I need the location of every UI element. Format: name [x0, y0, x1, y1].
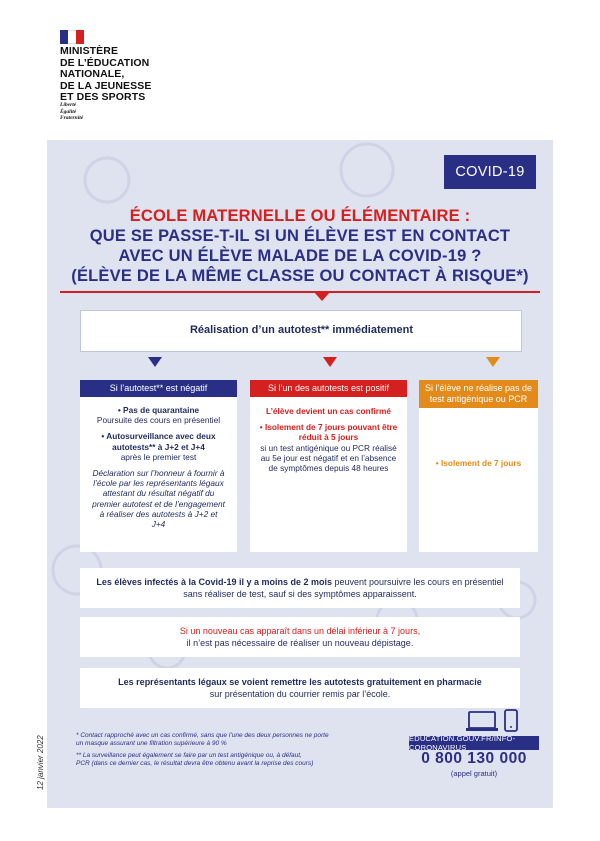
- motto-line: Fraternité: [60, 115, 84, 121]
- motto-line: Égalité: [60, 108, 77, 115]
- item-bold: • Isolement de 7 jours: [435, 458, 522, 468]
- info-bold: Les élèves infectés à la Covid-19 il y a moins de 2 mois: [96, 577, 332, 587]
- item-text: si un test antigénique ou PCR réalisé au 5e jour est négatif et en l’absence de symptômes depuis 48 heures: [260, 442, 397, 474]
- arrow-down-icon: [323, 357, 337, 367]
- column-header: Si l’élève ne réalise pas de test antigénique ou PCR: [419, 380, 538, 408]
- item-text: après le premier test: [120, 451, 197, 462]
- footnote-line: ** La surveillance peut également se faire par un test antigénique ou, à défaut,: [76, 752, 302, 759]
- column-positive-body: [258, 406, 399, 473]
- info-url[interactable]: EDUCATION.GOUV.FR/INFO-CORONAVIRUS: [409, 736, 539, 750]
- lead-text: L’élève devient un cas confirmé: [266, 406, 391, 416]
- info-box-infected: [80, 568, 520, 608]
- column-negative-body: [92, 405, 225, 529]
- motto-line: Liberté: [60, 102, 77, 108]
- item-bold: • Isolement de 7 jours pouvant être réduit à 5 jours: [259, 422, 398, 443]
- info-text: il n’est pas nécessaire de réaliser un nouveau dépistage.: [186, 638, 414, 648]
- ministry-line: MINISTÈRE: [60, 45, 119, 57]
- covid-badge: COVID-19: [444, 155, 536, 189]
- page-title: [60, 206, 540, 286]
- title-line-3: AVEC UN ÉLÈVE MALADE DE LA COVID-19 ?: [118, 247, 482, 265]
- info-text: peuvent poursuivre les cours en présentiel: [332, 577, 504, 587]
- ministry-line: DE L’ÉDUCATION: [60, 56, 150, 69]
- footnote-line: PCR (dans ce dernier cas, le résultat devra être obtenu avant la reprise des cours): [76, 760, 314, 767]
- item-bold: • Pas de quarantaine: [117, 405, 200, 415]
- ministry-name: [60, 46, 151, 104]
- divider-line: [60, 291, 540, 293]
- info-text: sans réaliser de test, sauf si des symptômes apparaissent.: [183, 589, 417, 599]
- footnote-line: un masque assurant une filtration supérieure à 90 %: [76, 740, 227, 747]
- item-bold: • Autosurveillance avec deux autotests** à J+2 et J+4: [101, 431, 216, 452]
- footnote-line: * Contact rapproché avec un cas confirmé, sans que l’une des deux personnes ne porte: [76, 732, 329, 739]
- title-line-1: ÉCOLE MATERNELLE OU ÉLÉMENTAIRE :: [129, 207, 471, 225]
- declaration-note: Déclaration sur l’honneur à fournir à l’école par les représentants légaux attestant du résultat négatif du premier autotest et de l’engagement à réaliser des autotests à J+2 et J+4: [92, 468, 225, 530]
- republic-motto: [60, 102, 83, 122]
- info-text: sur présentation du courrier remis par l’école.: [209, 689, 391, 699]
- republique-logo: [60, 30, 84, 44]
- title-line-4: (ÉLÈVE DE LA MÊME CLASSE OU CONTACT À RISQUE*): [71, 267, 529, 285]
- info-red: Si un nouveau cas apparaît dans un délai inférieur à 7 jours,: [179, 626, 421, 636]
- info-box-new-case: [80, 617, 520, 657]
- phone-note: (appel gratuit): [450, 769, 498, 778]
- ministry-line: NATIONALE,: [60, 68, 125, 80]
- publication-date: 12 janvier 2022: [36, 735, 45, 790]
- arrow-down-icon: [148, 357, 162, 367]
- info-bold: Les représentants légaux se voient remettre les autotests gratuitement en pharmacie: [118, 677, 482, 687]
- title-line-2: [60, 226, 540, 246]
- title-line-2b: UN ÉLÈVE EST EN CONTACT: [274, 227, 511, 245]
- column-no-test-body: [419, 458, 538, 468]
- ministry-line: DE LA JEUNESSE: [60, 79, 152, 92]
- divider-arrow-icon: [314, 292, 330, 301]
- phone-number: 0 800 130 000: [421, 750, 527, 767]
- ministry-line: ET DES SPORTS: [60, 91, 146, 103]
- footnotes: [76, 732, 396, 768]
- item-text: Poursuite des cours en présentiel: [96, 415, 221, 426]
- info-box-pharmacy: [80, 668, 520, 708]
- arrow-down-icon: [486, 357, 500, 367]
- title-line-2a: QUE SE PASSE-T-IL SI: [89, 227, 275, 245]
- column-header: Si l’un des autotests est positif: [250, 380, 407, 397]
- main-action-text: Réalisation d’un autotest** immédiatement: [189, 324, 414, 336]
- column-header: Si l’autotest** est négatif: [80, 380, 237, 397]
- laptop-phone-icon: [466, 709, 524, 733]
